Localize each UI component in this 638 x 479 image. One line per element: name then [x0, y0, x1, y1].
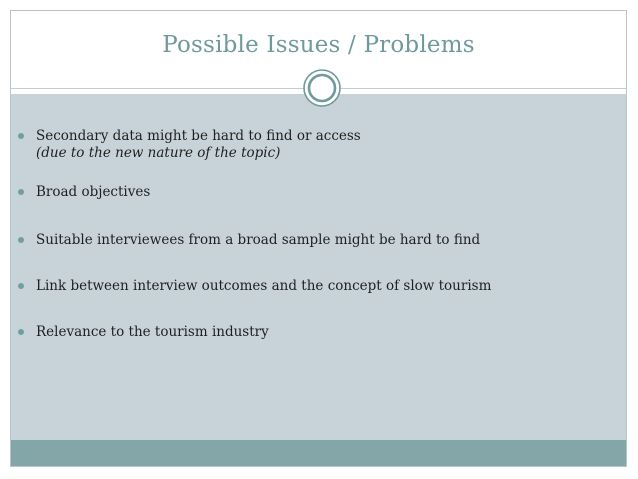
bullet-text: Secondary data might be hard to find or access [36, 128, 361, 144]
list-item [18, 184, 608, 201]
content-area [11, 94, 626, 440]
list-item [18, 324, 608, 341]
list-item [18, 128, 608, 162]
bottom-margin [0, 470, 638, 479]
filled-circle-bullet-icon [18, 283, 24, 289]
list-item [18, 278, 608, 295]
bullet-text: Relevance to the tourism industry [36, 324, 269, 340]
bullet-text: Broad objectives [36, 184, 151, 200]
double-ring-icon [302, 68, 342, 108]
filled-circle-bullet-icon [18, 133, 24, 139]
slide-frame [10, 10, 627, 467]
slide-title: Possible Issues / Problems [162, 32, 475, 58]
filled-circle-bullet-icon [18, 329, 24, 335]
filled-circle-bullet-icon [18, 189, 24, 195]
bullet-subtext: (due to the new nature of the topic) [36, 145, 281, 161]
bullet-text: Link between interview outcomes and the concept of slow tourism [36, 278, 492, 294]
footer-bar [11, 440, 626, 467]
bullet-text: Suitable interviewees from a broad sample might be hard to find [36, 232, 481, 248]
filled-circle-bullet-icon [18, 237, 24, 243]
list-item [18, 232, 608, 249]
